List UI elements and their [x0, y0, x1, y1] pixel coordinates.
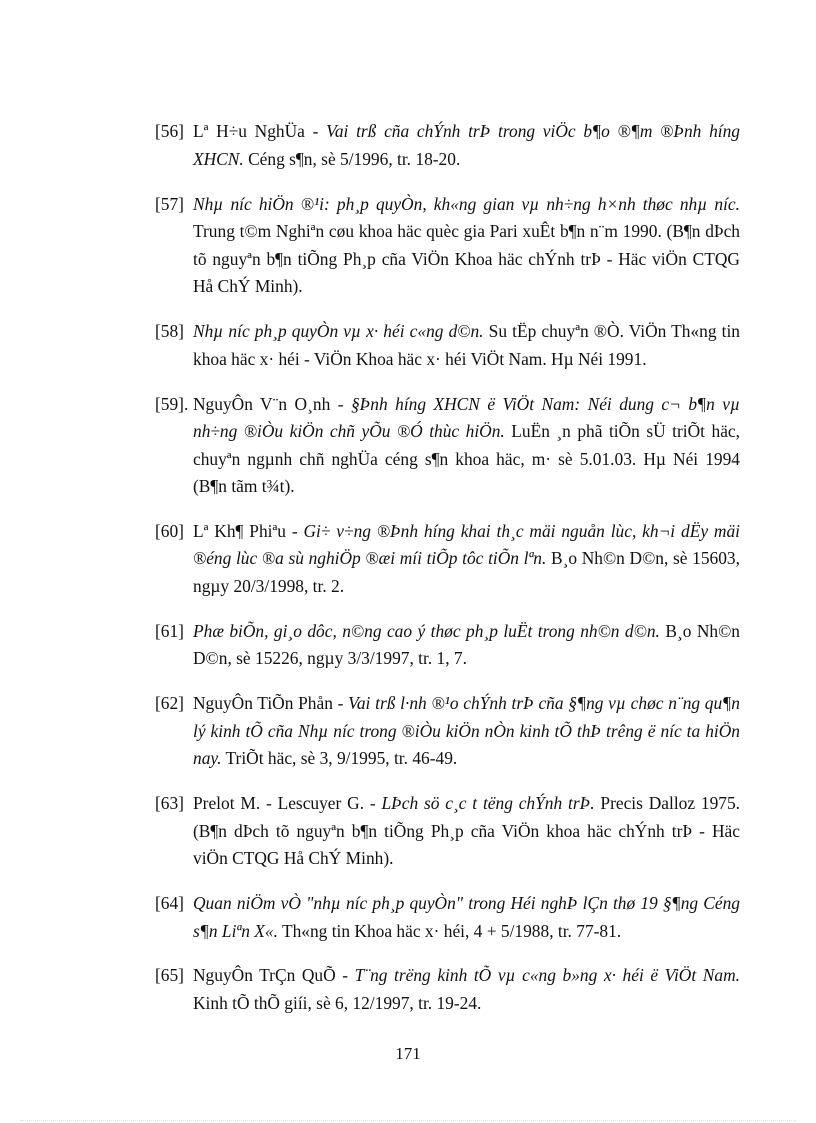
reference-number: [56] — [155, 121, 184, 142]
page-bottom-divider — [20, 1120, 796, 1121]
reference-number: [61] — [155, 620, 184, 641]
reference-author: NguyÔn TrÇn QuÕ - — [193, 965, 355, 986]
reference-number: [59]. — [155, 393, 189, 414]
reference-source: TriÕt häc, sè 3, 9/1995, tr. 46-49. — [221, 748, 458, 769]
reference-source: Th«ng tin Khoa häc x· héi, 4 + 5/1988, tr. 77-81. — [277, 920, 622, 941]
reference-title: Nhµ níc hiÖn ®¹i: ph¸p quyÒn, kh«ng gian vµ nh÷ng h×nh thøc nhµ níc. — [193, 193, 740, 214]
reference-item-63 — [155, 790, 740, 873]
reference-source: Céng s¶n, sè 5/1996, tr. 18-20. — [243, 148, 461, 169]
reference-title: Vai trß l·nh ®¹o chÝnh trÞ cña §¶ng vµ chøc n¨ng qu¶n lý kinh tÕ cña Nhµ níc trong ®iÒu kiÖn nÒn kinh tÕ thÞ trêng ë níc ta hiÖn nay. — [193, 693, 740, 769]
reference-author: Lª H÷u NghÜa - — [193, 121, 327, 142]
reference-author: Lª Kh¶ Phiªu - — [193, 520, 304, 541]
reference-title: Phæ biÕn, gi¸o dôc, n©ng cao ý thøc ph¸p luËt trong nh©n d©n. — [193, 620, 660, 641]
reference-title: T¨ng trëng kinh tÕ vµ c«ng b»ng x· héi ë ViÖt Nam. — [354, 965, 740, 986]
reference-item-56 — [155, 118, 740, 173]
reference-item-61 — [155, 618, 740, 673]
reference-item-60 — [155, 518, 740, 601]
reference-number: [63] — [155, 793, 184, 814]
reference-item-59 — [155, 391, 740, 501]
reference-item-57 — [155, 191, 740, 301]
reference-source: Trung t©m Nghiªn cøu khoa häc quèc gia Pari xuÊt b¶n n¨m 1990. (B¶n dÞch tõ nguyªn b¶n tiÕng Ph¸p cña ViÖn Khoa häc chÝnh trÞ - Häc viÖn CTQG Hå ChÝ Minh). — [193, 221, 740, 297]
reference-title: Gi÷ v÷ng ®Þnh híng khai th¸c mäi nguån lùc, kh¬i dËy mäi ®éng lùc ®a sù nghiÖp ®æi míi tiÕp tôc tiÕn lªn. — [193, 520, 740, 569]
reference-number: [60] — [155, 520, 184, 541]
reference-title: Quan niÖm vÒ "nhµ níc ph¸p quyÒn" trong Héi nghÞ lÇn thø 19 §¶ng Céng s¶n Liªn X«. — [193, 893, 740, 941]
reference-author: NguyÔn V¨n O¸nh - — [193, 393, 351, 414]
reference-number: [58] — [155, 321, 184, 342]
page-number: 171 — [395, 1044, 421, 1063]
reference-title: Vai trß cña chÝnh trÞ trong viÖc b¶o ®¶m ®Þnh híng XHCN. — [193, 121, 740, 169]
reference-author: Prelot M. - Lescuyer G. - — [193, 793, 382, 814]
reference-source: Kinh tÕ thÕ giíi, sè 6, 12/1997, tr. 19-24. — [193, 992, 482, 1013]
reference-source: Precis Dalloz 1975. (B¶n dÞch tõ nguyªn b¶n tiÕng Ph¸p cña ViÖn khoa häc chÝnh trÞ - Häc viÖn CTQG Hå ChÝ Minh). — [193, 793, 741, 869]
reference-title: §Þnh híng XHCN ë ViÖt Nam: Néi dung c¬ b¶n vµ nh÷ng ®iÒu kiÖn chñ yÕu ®Ó thùc hiÖn. — [193, 393, 740, 442]
reference-title: LÞch sö c¸c t tëng chÝnh trÞ. — [381, 793, 595, 814]
reference-source: B¸o Nh©n D©n, sè 15603, ngµy 20/3/1998, tr. 2. — [193, 548, 740, 596]
reference-number: [65] — [155, 965, 184, 986]
reference-number: [62] — [155, 693, 184, 714]
reference-source: B¸o Nh©n D©n, sè 15226, ngµy 3/3/1997, tr. 1, 7. — [193, 620, 740, 669]
reference-item-58 — [155, 318, 740, 373]
reference-number: [64] — [155, 893, 184, 914]
reference-title: Nhµ níc ph¸p quyÒn vµ x· héi c«ng d©n. — [193, 321, 484, 342]
reference-source: LuËn ¸n phã tiÕn sÜ triÕt häc, chuyªn ngµnh chñ nghÜa céng s¶n khoa häc, m· sè 5.01.03. Hµ Néi 1994 (B¶n tãm t¾t). — [193, 421, 740, 497]
reference-item-64 — [155, 890, 740, 945]
reference-list — [155, 101, 740, 1026]
reference-number: [57] — [155, 193, 184, 214]
reference-source: Su tËp chuyªn ®Ò. ViÖn Th«ng tin khoa häc x· héi - ViÖn Khoa häc x· héi ViÖt Nam. Hµ Néi 1991. — [193, 321, 740, 369]
reference-item-65 — [155, 962, 740, 1017]
reference-author: NguyÔn TiÕn Phån - — [193, 693, 349, 714]
reference-item-62 — [155, 690, 740, 773]
